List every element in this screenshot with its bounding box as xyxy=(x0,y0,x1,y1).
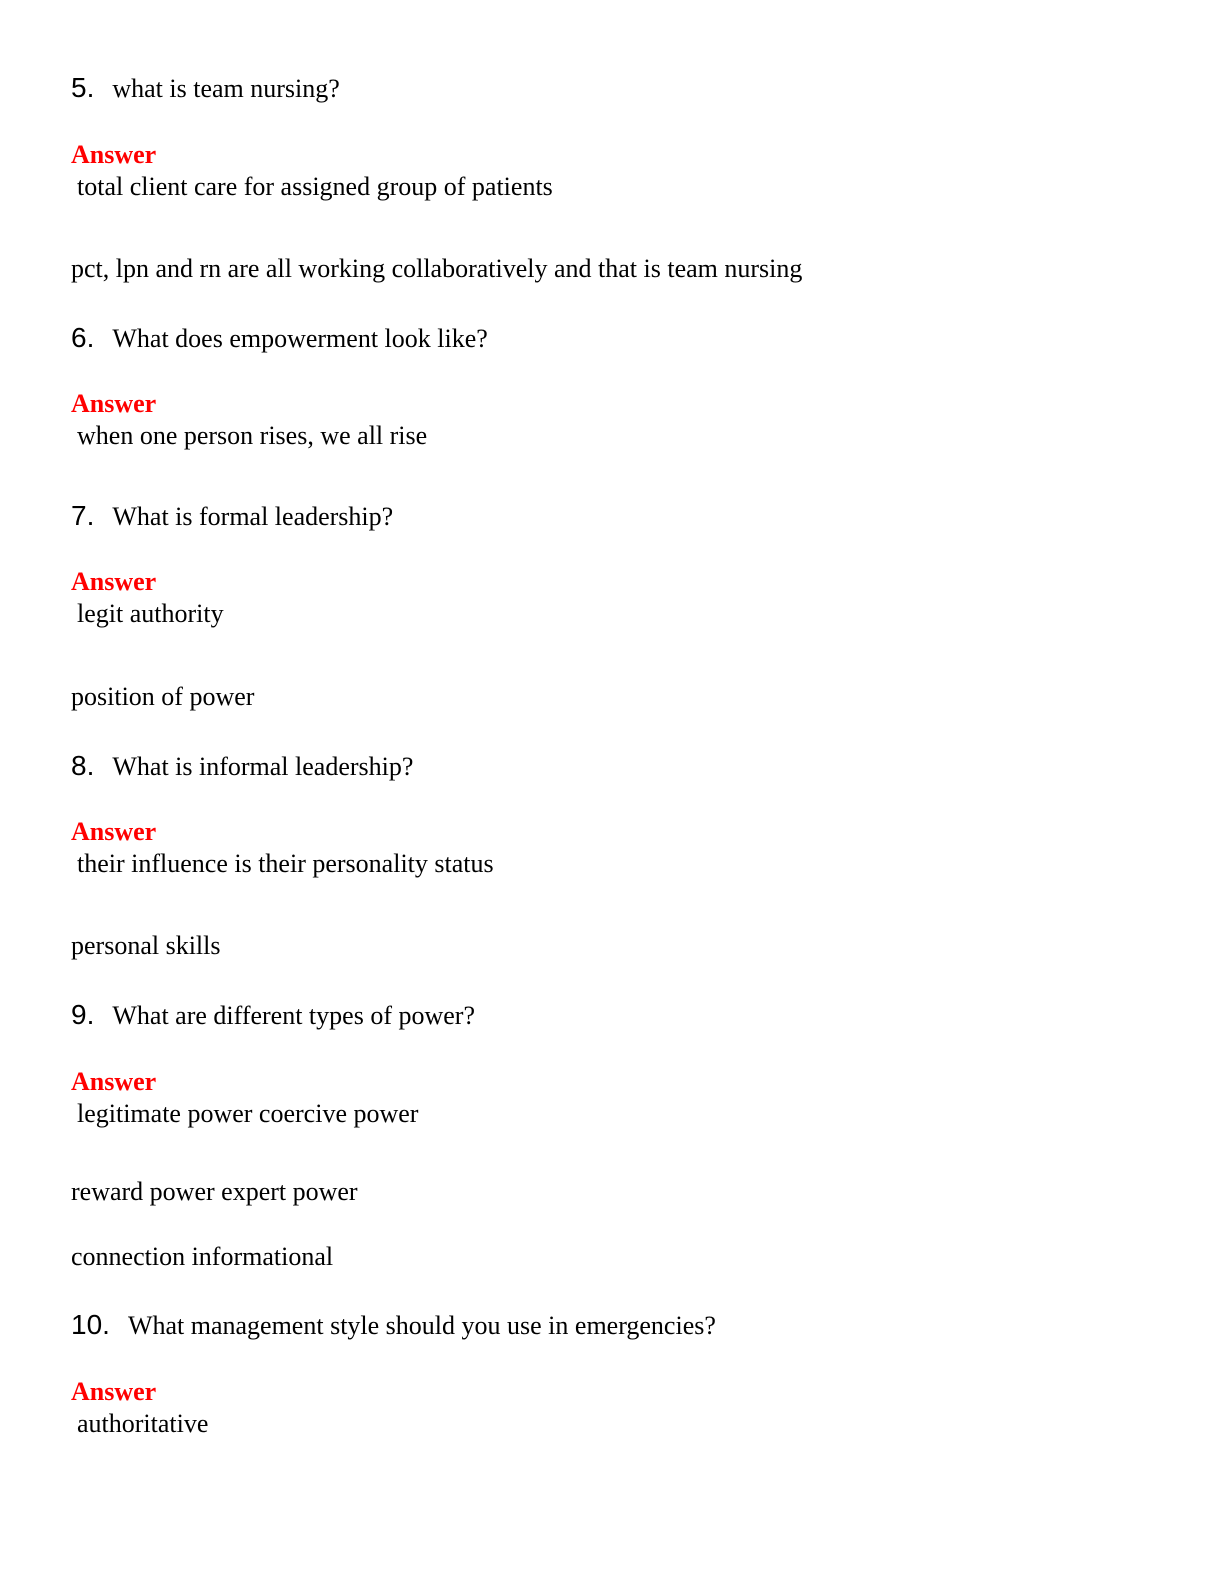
question-text: What does empowerment look like? xyxy=(112,324,488,353)
answer-label: Answer xyxy=(71,567,157,596)
question-number: 8. xyxy=(71,750,95,781)
answer-extra-line: connection informational xyxy=(71,1242,334,1271)
question-8 xyxy=(71,750,413,782)
answer-text: legitimate power coercive power xyxy=(77,1099,419,1128)
question-5 xyxy=(71,72,340,104)
answer-text: legit authority xyxy=(77,599,224,628)
answer-extra-line: pct, lpn and rn are all working collaboratively and that is team nursing xyxy=(71,254,803,283)
answer-text: authoritative xyxy=(77,1409,209,1438)
question-text: What is informal leadership? xyxy=(112,752,414,781)
question-number: 5. xyxy=(71,72,95,103)
answer-label: Answer xyxy=(71,817,157,846)
answer-text: when one person rises, we all rise xyxy=(77,421,428,450)
answer-label: Answer xyxy=(71,389,157,418)
question-text: what is team nursing? xyxy=(112,74,340,103)
answer-extra-line: position of power xyxy=(71,682,255,711)
answer-text: their influence is their personality status xyxy=(77,849,494,878)
question-text: What are different types of power? xyxy=(112,1001,475,1030)
answer-text: total client care for assigned group of patients xyxy=(77,172,553,201)
question-6 xyxy=(71,322,488,354)
question-text: What is formal leadership? xyxy=(112,502,394,531)
answer-extra-line: reward power expert power xyxy=(71,1177,358,1206)
question-text: What management style should you use in emergencies? xyxy=(127,1311,716,1340)
answer-label: Answer xyxy=(71,1377,157,1406)
question-number: 6. xyxy=(71,322,95,353)
question-10 xyxy=(71,1309,716,1341)
question-number: 9. xyxy=(71,999,95,1030)
question-number: 10. xyxy=(71,1309,110,1340)
question-9 xyxy=(71,999,475,1031)
question-number: 7. xyxy=(71,500,95,531)
answer-label: Answer xyxy=(71,140,157,169)
answer-label: Answer xyxy=(71,1067,157,1096)
question-7 xyxy=(71,500,393,532)
answer-extra-line: personal skills xyxy=(71,931,221,960)
